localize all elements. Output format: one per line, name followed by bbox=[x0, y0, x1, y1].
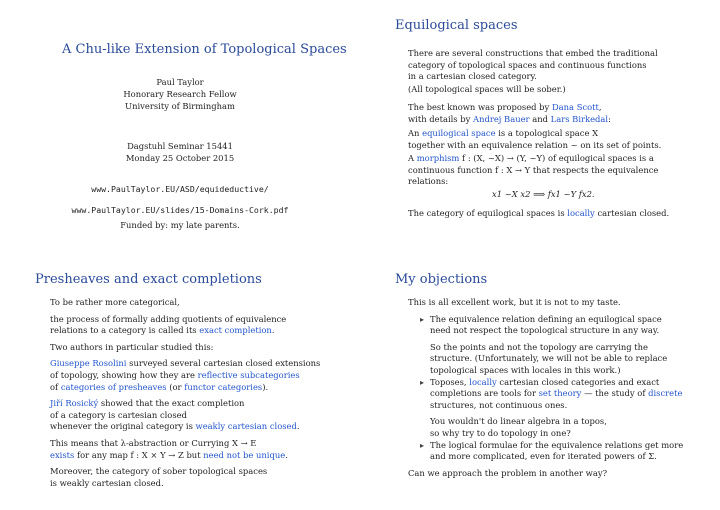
text-line bbox=[50, 370, 320, 382]
text-line bbox=[50, 358, 320, 370]
slide-title: Equilogical spaces bbox=[395, 18, 518, 33]
text-line bbox=[408, 153, 658, 165]
text: with details by bbox=[408, 113, 474, 124]
text-line bbox=[430, 377, 708, 389]
text: whenever the original category is bbox=[50, 421, 196, 432]
text: , bbox=[598, 102, 602, 112]
text: . bbox=[285, 449, 288, 460]
term-weakly-cartesian-closed[interactable]: weakly cartesian closed bbox=[195, 421, 297, 432]
event-date: Monday 25 October 2015 bbox=[125, 153, 235, 163]
text: . bbox=[271, 325, 275, 336]
text: of bbox=[50, 381, 61, 392]
name-rosicky[interactable]: Jiří Rosický bbox=[50, 398, 99, 409]
text-line: You wouldn't do linear algebra in a topos, bbox=[430, 416, 607, 427]
text: completions are tools for bbox=[430, 388, 539, 399]
text: The best known was proposed by bbox=[408, 102, 552, 112]
text-line bbox=[50, 398, 320, 410]
text-line: ▸ The equivalence relation defining an equilogical space bbox=[430, 313, 662, 324]
text-line: is weakly cartesian closed. bbox=[50, 477, 164, 488]
text: cartesian closed categories and exact bbox=[496, 376, 660, 387]
sober-note: (All topological spaces will be sober.) bbox=[408, 84, 566, 94]
text-line: Can we approach the problem in another way? bbox=[408, 467, 608, 478]
presheaves-slide bbox=[0, 255, 360, 510]
objections-slide bbox=[360, 255, 720, 510]
name-lars-birkedal[interactable]: Lars Birkedal bbox=[550, 113, 609, 124]
text: An bbox=[408, 128, 423, 138]
text: showed that the exact completion bbox=[98, 398, 245, 409]
text-line bbox=[408, 102, 611, 114]
text-line: so why try to do topology in one? bbox=[430, 427, 571, 438]
text: relations to a category is called its bbox=[50, 325, 200, 336]
text: ). bbox=[262, 381, 269, 392]
term-need-not-be-unique[interactable]: need not be unique bbox=[203, 449, 286, 460]
text-line: in a cartesian closed category. bbox=[408, 71, 537, 82]
text-line: ▸ The logical formulae for the equivalence relations get more bbox=[430, 439, 684, 450]
text-line: and more complicated, even for iterated powers of Σ. bbox=[430, 451, 657, 462]
paragraph-intro bbox=[408, 48, 658, 83]
paragraph-scott bbox=[408, 102, 611, 125]
slide-title: My objections bbox=[395, 272, 488, 287]
term-categories-of-presheaves[interactable]: categories of presheaves bbox=[60, 381, 167, 392]
text-line: need not respect the topological structure in any way. bbox=[430, 325, 660, 336]
term-morphism[interactable]: morphism bbox=[416, 153, 460, 163]
list-item bbox=[420, 440, 708, 463]
text: : bbox=[608, 113, 611, 124]
text-line: structures, not continuous ones. bbox=[430, 399, 568, 410]
slide-body bbox=[408, 297, 708, 479]
text: for any map f : X × Y → Z but bbox=[74, 449, 204, 460]
text-line: Two authors in particular studied this: bbox=[50, 341, 214, 352]
text-line: This is all excellent work, but it is not to my taste. bbox=[408, 297, 621, 307]
text: The category of equilogical spaces is bbox=[408, 208, 568, 218]
paragraph-definition bbox=[408, 128, 661, 151]
text: is a topological space X bbox=[495, 128, 599, 138]
name-andrej-bauer[interactable]: Andrej Bauer bbox=[473, 113, 530, 124]
text-line: So the points and not the topology are carrying the bbox=[430, 341, 649, 352]
text-line: together with an equivalence relation ~ on its set of points. bbox=[408, 139, 662, 150]
term-locally[interactable]: locally bbox=[469, 376, 497, 387]
objection-list bbox=[420, 314, 708, 463]
text: and bbox=[529, 113, 551, 124]
text-line: This means that λ-abstraction or Currying X → E bbox=[50, 437, 257, 448]
url-slides[interactable]: www.PaulTaylor.EU/slides/15-Domains-Cork.pdf bbox=[71, 205, 289, 215]
text-line bbox=[408, 128, 661, 140]
equivalence-formula: x1 ~X x2 ⟹ fx1 ~Y fx2. bbox=[492, 189, 595, 199]
text-line: Moreover, the category of sober topological spaces bbox=[50, 466, 268, 477]
name-rosolini[interactable]: Giuseppe Rosolini bbox=[50, 358, 127, 369]
text-line bbox=[408, 114, 611, 126]
name-dana-scott[interactable]: Dana Scott bbox=[551, 102, 599, 112]
text-line bbox=[50, 450, 320, 462]
term-equilogical-space[interactable]: equilogical space bbox=[422, 128, 496, 138]
text-line: category of topological spaces and continuous functions bbox=[408, 59, 647, 70]
text-line: of a category is cartesian closed bbox=[50, 409, 187, 420]
text-line bbox=[50, 421, 320, 433]
paragraph-conclusion bbox=[408, 208, 669, 220]
text-line: continuous function f : X → Y that respects the equivalence bbox=[408, 164, 659, 175]
text: . bbox=[296, 421, 300, 432]
funding-note: Funded by: my late parents. bbox=[120, 220, 240, 230]
slide-title: A Chu-like Extension of Topological Spaces bbox=[62, 42, 347, 57]
text: — the study of bbox=[581, 388, 649, 399]
term-reflective-subcategories[interactable]: reflective subcategories bbox=[197, 369, 300, 380]
text-line: There are several constructions that embed the traditional bbox=[408, 48, 658, 58]
text: f : (X, ~X) → (Y, ~Y) of equilogical spaces is a bbox=[459, 153, 654, 163]
url-equideductive[interactable]: www.PaulTaylor.EU/ASD/equideductive/ bbox=[91, 184, 269, 194]
author-role: Honorary Research Fellow bbox=[123, 89, 237, 99]
text-line bbox=[50, 325, 320, 337]
text: A bbox=[408, 153, 417, 163]
title-slide bbox=[0, 0, 360, 255]
slide-title: Presheaves and exact completions bbox=[35, 272, 262, 287]
text: Toposes, bbox=[430, 376, 470, 387]
term-exact-completion[interactable]: exact completion bbox=[199, 325, 272, 336]
term-discrete[interactable]: discrete bbox=[648, 388, 683, 399]
text-line: relations: bbox=[408, 176, 449, 187]
list-item bbox=[420, 314, 708, 377]
text-line bbox=[430, 388, 708, 400]
paragraph-morphism bbox=[408, 153, 658, 188]
term-exists[interactable]: exists bbox=[50, 449, 75, 460]
event-name: Dagstuhl Seminar 15441 bbox=[127, 141, 233, 151]
equilogical-slide bbox=[360, 0, 720, 255]
term-set-theory[interactable]: set theory bbox=[538, 388, 582, 399]
text: (or bbox=[166, 381, 185, 392]
term-functor-categories[interactable]: functor categories bbox=[184, 381, 263, 392]
text-line: topological spaces with locales in this work.) bbox=[430, 364, 621, 375]
list-item bbox=[420, 377, 708, 440]
text-line bbox=[50, 382, 320, 394]
author-institution: University of Birmingham bbox=[125, 101, 235, 111]
slide-body bbox=[50, 297, 320, 489]
author-name: Paul Taylor bbox=[156, 77, 204, 87]
term-locally[interactable]: locally bbox=[567, 208, 595, 218]
text: cartesian closed. bbox=[594, 208, 670, 218]
text-line: the process of formally adding quotients of equivalence bbox=[50, 313, 287, 324]
text-line: To be rather more categorical, bbox=[50, 297, 180, 307]
text-line: structure. (Unfortunately, we will not be able to replace bbox=[430, 353, 668, 364]
text: of topology, showing how they are bbox=[50, 369, 198, 380]
text: surveyed several cartesian closed extensions bbox=[126, 358, 321, 369]
